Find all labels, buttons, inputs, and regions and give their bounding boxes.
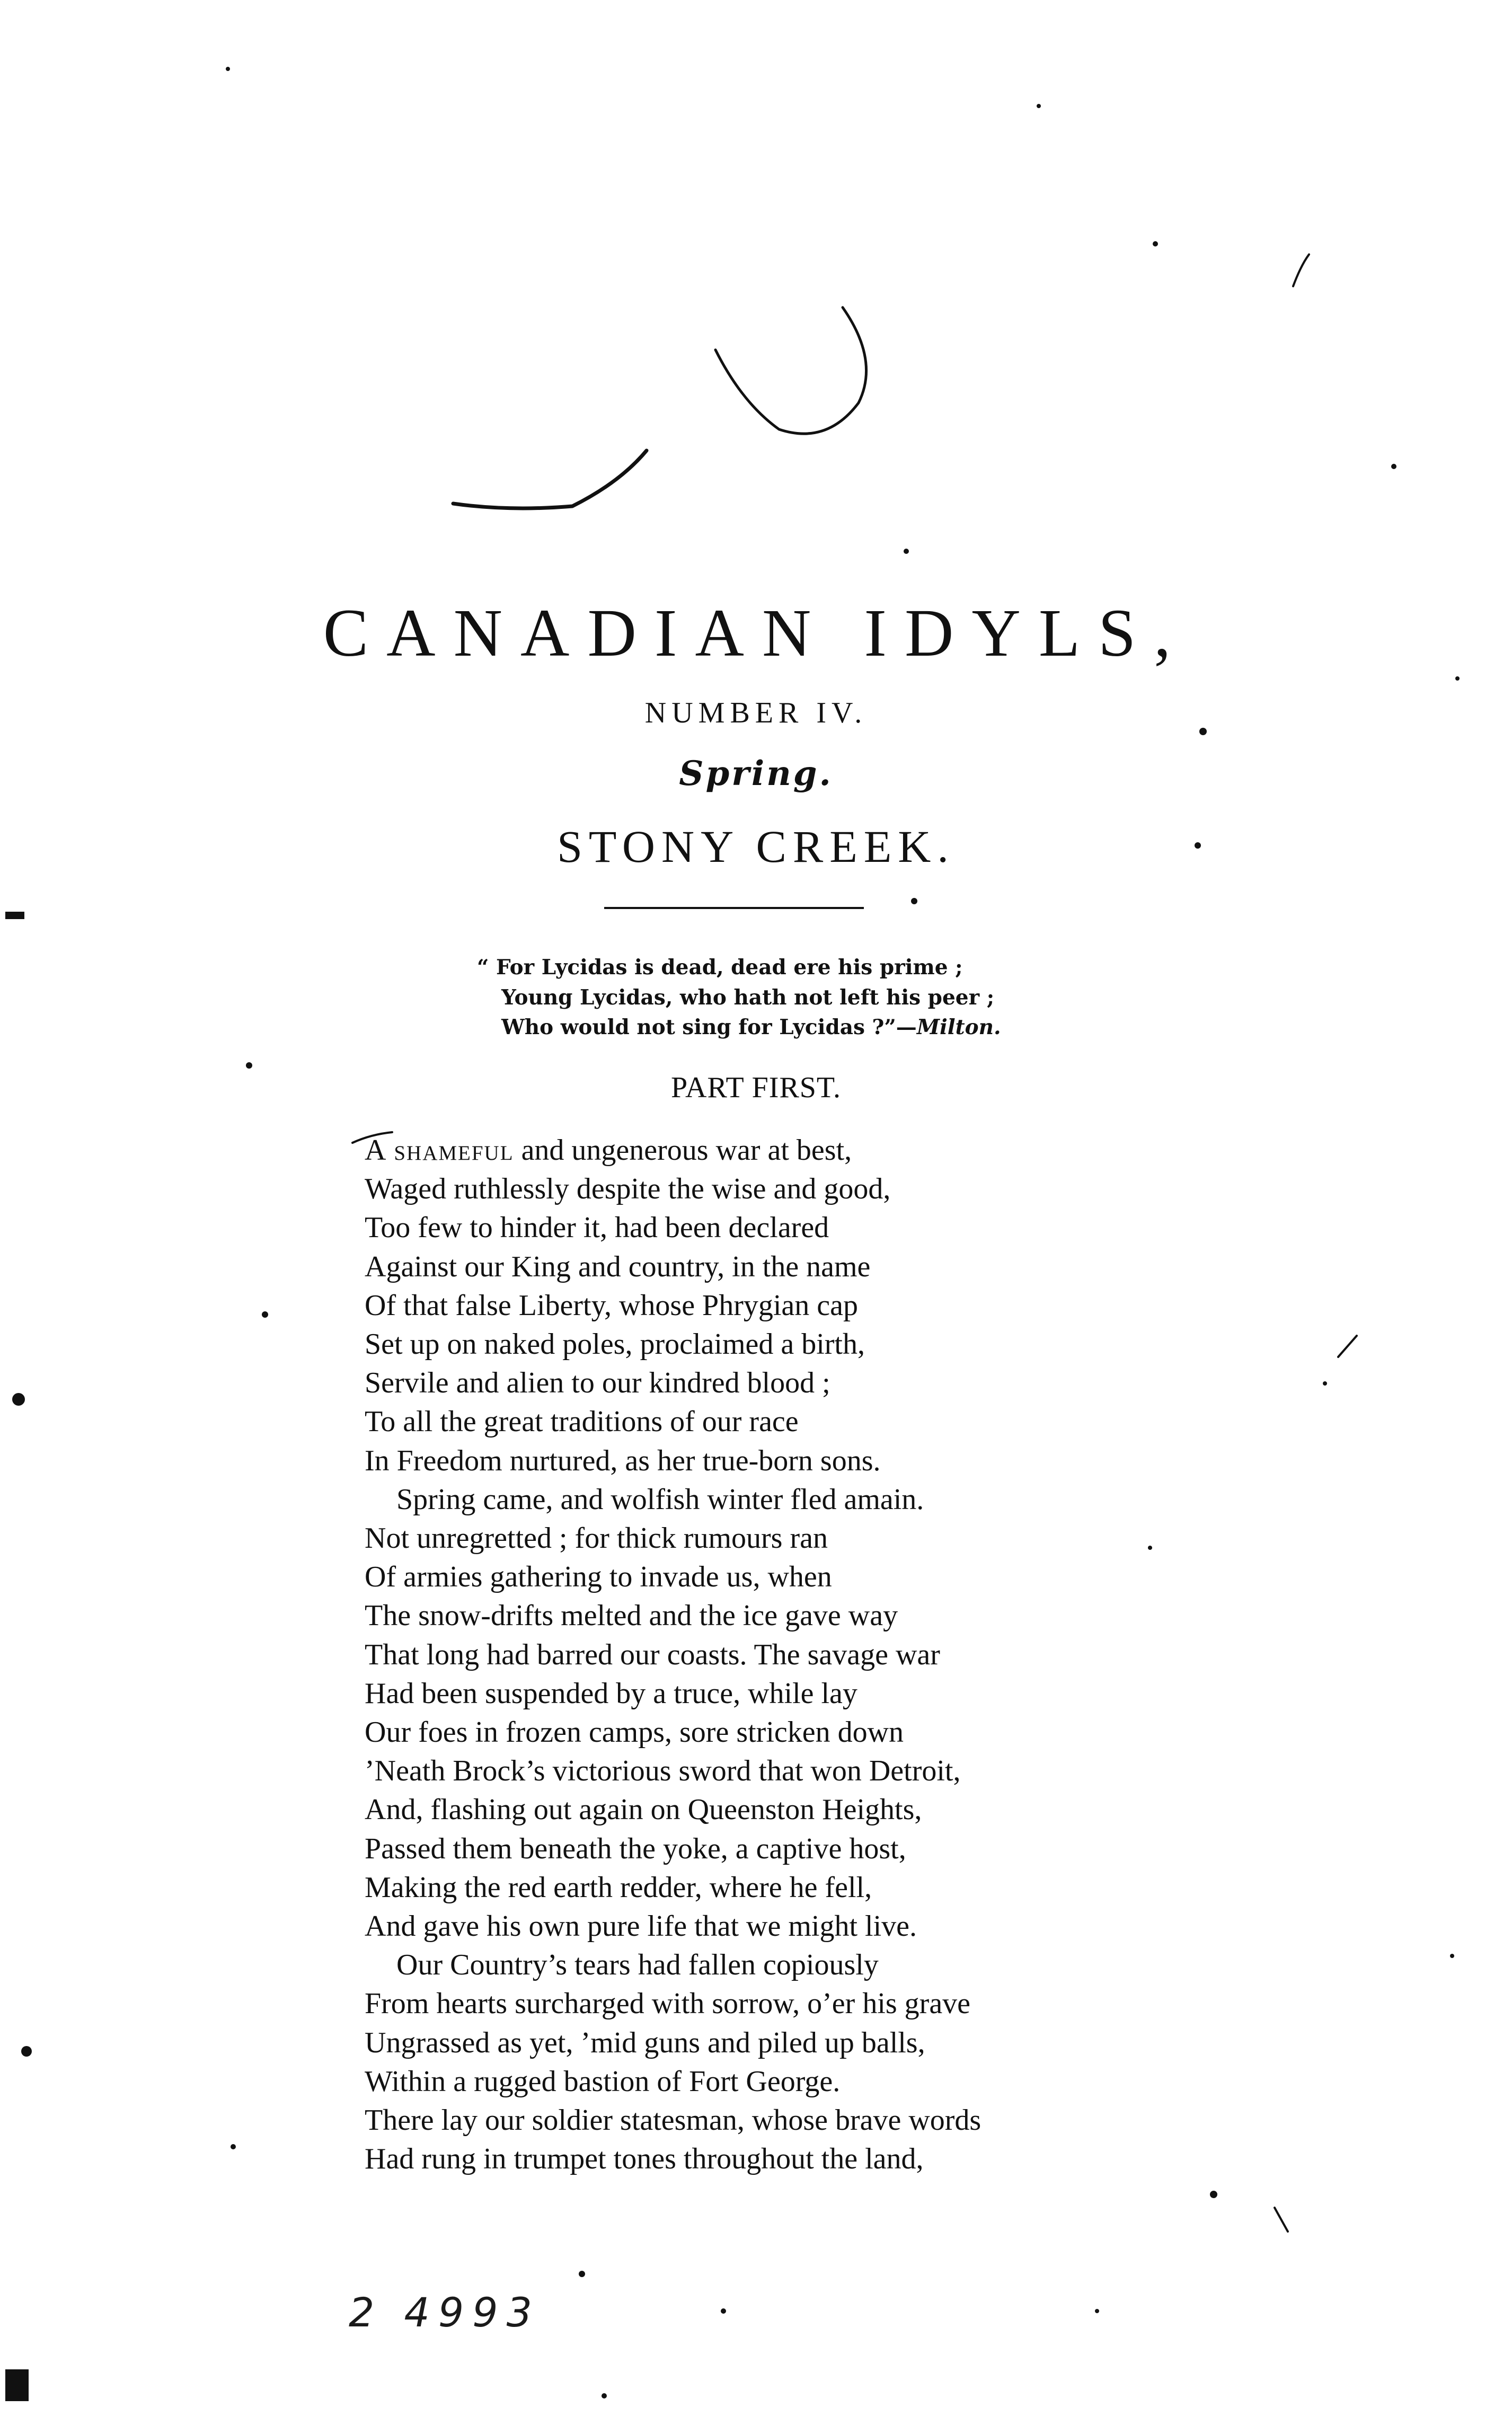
speck [1450,1954,1454,1958]
speck [911,898,917,904]
title-divider [604,907,864,909]
part-heading: PART FIRST. [671,1071,841,1104]
margin-tick-mark [1293,254,1309,286]
epigraph-last-line: Who would not sing for Lycidas ?”— [501,1015,917,1040]
poem-line: To all the great traditions of our race [365,1405,799,1439]
poem-line: That long had barred our coasts. The savage war [365,1638,940,1671]
issue-number: NUMBER IV. [644,696,868,729]
speck [226,67,230,71]
epigraph-line: “ For Lycidas is dead, dead ere his prime ; [477,955,963,980]
margin-blot [5,912,24,919]
poem-line: Servile and alien to our kindred blood ; [365,1366,830,1400]
speck [904,549,909,554]
speck [21,2046,32,2057]
opening-words: A shameful [365,1134,514,1167]
margin-tick-mark [1338,1336,1357,1357]
poem-line: From hearts surcharged with sorrow, o’er his grave [365,1987,971,2021]
poem-line: And, flashing out again on Queenston Heights, [365,1793,922,1827]
opening-line-rest: and ungenerous war at best, [514,1134,852,1167]
speck [262,1311,268,1318]
epigraph [477,953,1001,1043]
poem-line: In Freedom nurtured, as her true-born sons. [365,1444,881,1477]
speck [721,2308,726,2314]
poem-line: There lay our soldier statesman, whose brave words [365,2104,982,2137]
book-title: CANADIAN IDYLS, [323,595,1189,671]
speck [246,1062,252,1069]
poem-line: Our Country’s tears had fallen copiously [396,1948,879,1982]
season-heading: Spring. [679,754,833,793]
margin-tick-mark [1275,2208,1288,2232]
poem-line: Of that false Liberty, whose Phrygian cap [365,1289,858,1322]
speck [1391,464,1396,469]
poem-line: Our foes in frozen camps, sore stricken down [365,1716,904,1749]
poem-line: Not unregretted ; for thick rumours ran [365,1522,828,1555]
speck [1095,2309,1099,2313]
poem-line: Set up on naked poles, proclaimed a birth, [365,1328,865,1361]
poem-line: Waged ruthlessly despite the wise and good, [365,1172,891,1206]
poem-line: ’Neath Brock’s victorious sword that won Detroit, [365,1754,961,1788]
poem-line: Ungrassed as yet, ’mid guns and piled up balls, [365,2026,925,2059]
poem-line: Within a rugged bastion of Fort George. [365,2065,841,2098]
poem-line [365,1131,1160,1170]
speck [231,2144,236,2149]
poem-line: Spring came, and wolfish winter fled amain. [396,1483,924,1516]
speck [12,1393,25,1406]
margin-blot [5,2369,29,2401]
speck [579,2271,585,2277]
pencil-stroke-mark [453,451,647,508]
poem-line: Too few to hinder it, had been declared [365,1211,829,1245]
speck [1037,104,1041,108]
poem-line: The snow-drifts melted and the ice gave way [365,1599,898,1633]
poem-line: Against our King and country, in the name [365,1250,871,1283]
speck [1153,241,1158,246]
pencil-arc-mark [715,307,866,434]
speck [1210,2191,1217,2198]
poem-line: Had rung in trumpet tones throughout the land, [365,2142,924,2176]
speck [1455,676,1460,681]
poem-line: Had been suspended by a truce, while lay [365,1677,857,1710]
poem-line: Making the red earth redder, where he fell, [365,1871,872,1904]
speck [1323,1381,1327,1386]
epigraph-line: Young Lycidas, who hath not left his peer ; [501,985,995,1010]
epigraph-attribution: Milton. [916,1015,1001,1040]
poem-body [365,1131,1160,2179]
poem-line: Passed them beneath the yoke, a captive host, [365,1832,906,1865]
poem-title: STONY CREEK. [557,821,955,872]
epigraph-line [477,1012,1001,1043]
handwritten-number: 2 4993 [349,2289,541,2336]
poem-line: And gave his own pure life that we might live. [365,1910,917,1943]
speck [602,2393,607,2398]
poem-line: Of armies gathering to invade us, when [365,1560,832,1594]
